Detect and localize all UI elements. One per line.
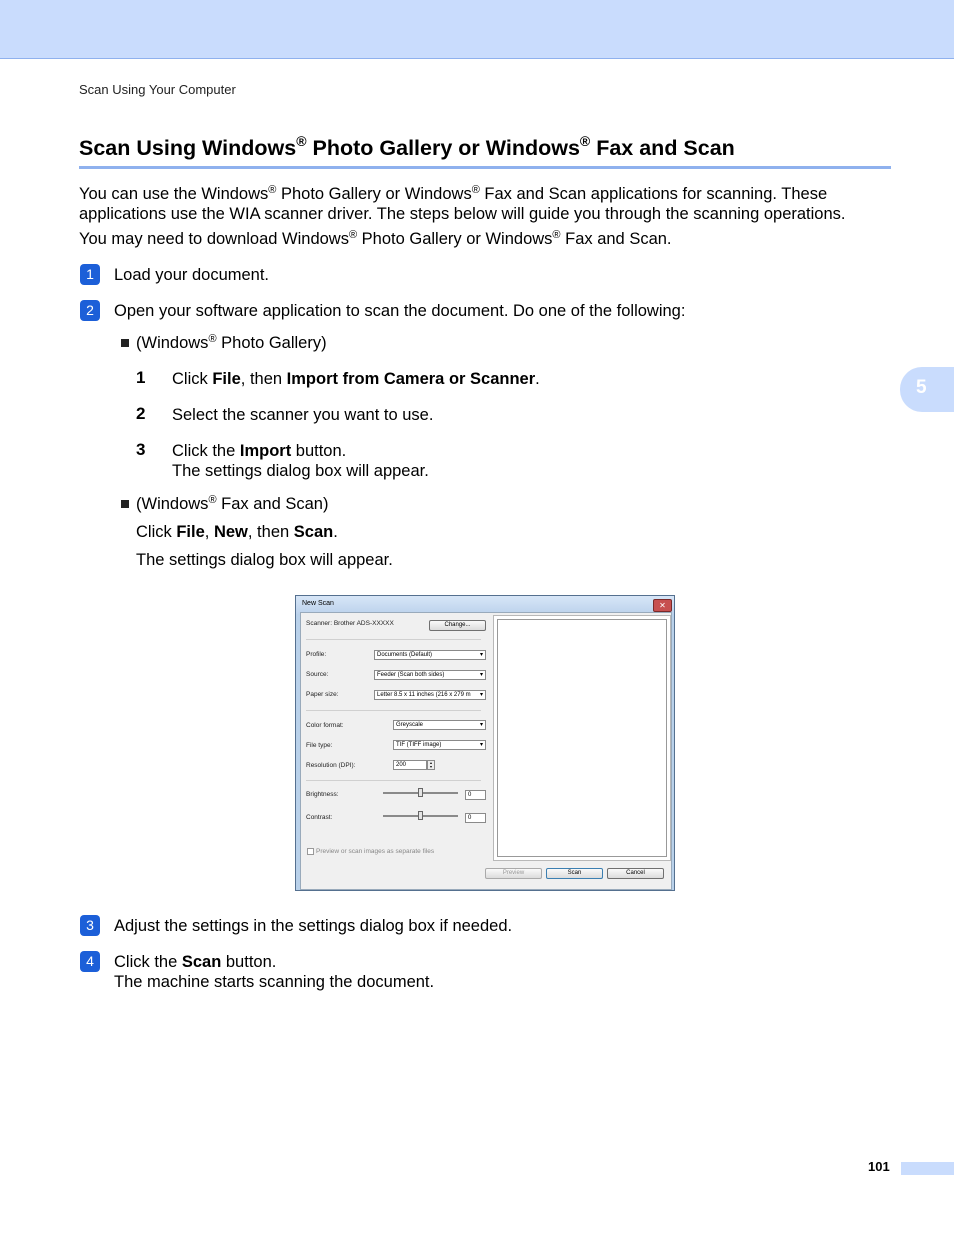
paper-size-label: Paper size: — [306, 691, 339, 698]
step-3-text: Adjust the settings in the settings dialog box if needed. — [114, 917, 513, 935]
color-format-dropdown[interactable]: Greyscale ▾ — [393, 720, 486, 730]
preview-pane — [493, 615, 671, 861]
intro-line-1: You can use the Windows® Photo Gallery or Windows® Fax and Scan applications for scanning. These — [79, 184, 828, 203]
step-4-result: The machine starts scanning the document. — [114, 973, 435, 991]
change-button[interactable]: Change... — [429, 620, 486, 631]
brightness-slider-thumb[interactable] — [418, 788, 423, 797]
chapter-number: 5 — [916, 377, 927, 398]
separator — [306, 780, 481, 781]
intro-line-3: You may need to download Windows® Photo Gallery or Windows® Fax and Scan. — [79, 229, 672, 248]
dialog-body — [300, 612, 672, 890]
fax-instruction: Click File, New, then Scan. — [136, 523, 338, 541]
source-dropdown[interactable]: Feeder (Scan both sides) ▾ — [374, 670, 486, 680]
chapter-tab — [900, 367, 954, 412]
footer-bar — [901, 1162, 954, 1175]
bullet-photo-gallery: (Windows® Photo Gallery) — [121, 333, 327, 353]
bullet-fax-and-scan: (Windows® Fax and Scan) — [121, 494, 328, 514]
scan-button[interactable]: Scan — [546, 868, 603, 879]
preview-area — [497, 619, 667, 857]
resolution-spinner-icon[interactable]: ▴ ▾ — [427, 760, 435, 770]
cancel-button[interactable]: Cancel — [607, 868, 664, 879]
step-3-marker: 3 — [80, 915, 100, 936]
file-type-dropdown[interactable]: TIF (TIFF image) ▾ — [393, 740, 486, 750]
substep-2-number: 2 — [136, 404, 146, 423]
title-rule — [79, 166, 891, 169]
fax-result: The settings dialog box will appear. — [136, 551, 393, 569]
color-format-label: Color format: — [306, 722, 344, 729]
contrast-slider-thumb[interactable] — [418, 811, 423, 820]
substep-1-text: Click File, then Import from Camera or Scanner. — [172, 370, 540, 388]
step-4-marker: 4 — [80, 951, 100, 972]
step-2-text: Open your software application to scan the document. Do one of the following: — [114, 302, 686, 320]
profile-dropdown[interactable]: Documents (Default) ▾ — [374, 650, 486, 660]
substep-2-text: Select the scanner you want to use. — [172, 406, 434, 424]
separator — [306, 710, 481, 711]
contrast-field[interactable]: 0 — [465, 813, 486, 823]
file-type-label: File type: — [306, 742, 333, 749]
new-scan-dialog — [295, 595, 675, 891]
substep-1-number: 1 — [136, 368, 146, 387]
profile-label: Profile: — [306, 651, 327, 658]
separate-files-label: Preview or scan images as separate files — [316, 848, 435, 855]
paper-size-dropdown[interactable]: Letter 8.5 x 11 inches (216 x 279 m ▾ — [374, 690, 486, 700]
running-head: Scan Using Your Computer — [79, 82, 236, 97]
source-label: Source: — [306, 671, 329, 678]
substep-3-number: 3 — [136, 440, 146, 459]
step-1-marker: 1 — [80, 264, 100, 285]
step-1-text: Load your document. — [114, 266, 270, 284]
square-bullet-icon — [121, 500, 129, 508]
intro-line-2: applications use the WIA scanner driver. The steps below will guide you through the scanning operations. — [79, 205, 846, 223]
substep-3-text: Click the Import button. — [172, 442, 347, 460]
close-icon[interactable]: ✕ — [653, 599, 672, 612]
brightness-field[interactable]: 0 — [465, 790, 486, 800]
substep-3-result: The settings dialog box will appear. — [172, 462, 429, 480]
resolution-field[interactable]: 200 — [393, 760, 427, 770]
scanner-label: Scanner: Brother ADS-XXXXX — [306, 620, 394, 627]
dialog-title: New Scan — [302, 600, 334, 607]
separate-files-checkbox[interactable] — [307, 848, 314, 855]
preview-button[interactable]: Preview — [485, 868, 542, 879]
page-title: Scan Using Windows® Photo Gallery or Windows® Fax and Scan — [79, 133, 735, 161]
separator — [306, 639, 481, 640]
step-2-marker: 2 — [80, 300, 100, 321]
resolution-label: Resolution (DPI): — [306, 762, 356, 769]
contrast-label: Contrast: — [306, 814, 333, 821]
page-number: 101 — [868, 1159, 890, 1174]
brightness-label: Brightness: — [306, 791, 339, 798]
square-bullet-icon — [121, 339, 129, 347]
step-4-text: Click the Scan button. — [114, 953, 277, 971]
header-band — [0, 0, 954, 59]
